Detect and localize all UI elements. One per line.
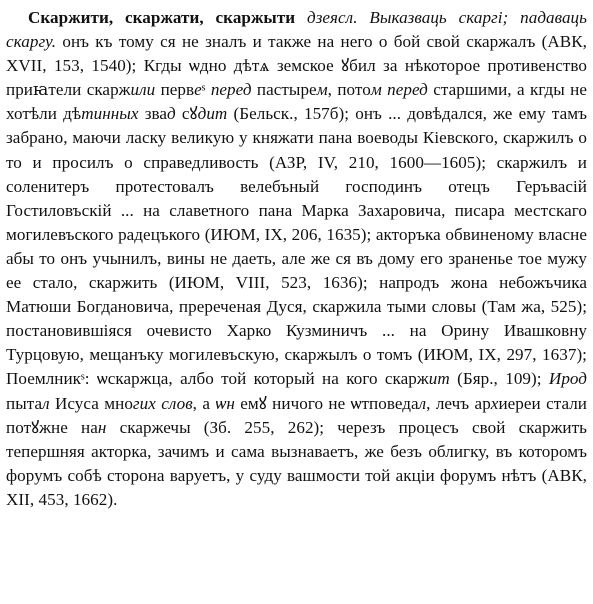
entry-text-segment: : ѡскаржца, албо той который на кого скарж	[84, 369, 429, 389]
entry-text-segment: ар	[469, 393, 491, 413]
dictionary-entry	[6, 6, 587, 512]
entry-definition: дзеясл. Выказваць скаргі; падаваць скаргу.	[6, 8, 587, 52]
entry-text-segment: , а	[192, 393, 216, 413]
entry-text-segment: ъ	[460, 393, 470, 413]
entry-text-segment: л	[418, 393, 427, 413]
entry-text-segment: ˢ	[201, 80, 211, 100]
entry-text-segment: Ирод	[548, 369, 587, 389]
entry-text-segment: (Бяр., 109);	[449, 369, 549, 389]
entry-text-segment: пыта	[6, 393, 43, 413]
entry-text-segment: м	[316, 80, 328, 100]
entry-text-segment: Исуса мно	[49, 393, 133, 413]
entry-body	[6, 32, 587, 509]
entry-text-segment: , пото	[327, 80, 371, 100]
entry-text-segment: ит	[428, 369, 450, 389]
entry-text-segment: зва	[138, 104, 168, 124]
entry-text-segment: старшими, а кгды не хотѣли дѣ	[6, 80, 587, 124]
entry-text-segment: х	[490, 393, 499, 413]
entry-text-segment: д	[167, 104, 176, 124]
entry-text-segment: перв	[155, 80, 195, 100]
entry-text-segment: иереи стали потꙋжне на	[6, 393, 588, 437]
entry-text-segment: дит	[197, 104, 228, 124]
entry-text-segment: скаржечы (Зб. 255, 262); черезъ процесъ свой скаржить тепершняя акторка, зачимъ и сама вызнаваетъ, же безъ облигку, въ которомъ форумъ собѣ сторона варуетъ, у суду вашмости той акціи форумъ нѣтъ (АВК, XII, 453, 1662).	[6, 417, 587, 509]
entry-text-segment: тинных	[81, 104, 139, 124]
entry-text-segment: гих слов	[132, 393, 193, 413]
entry-text-segment: л	[42, 393, 50, 413]
entry-text-segment: ˢ	[81, 369, 85, 389]
entry-text-segment: или	[130, 80, 156, 100]
entry-headword: Скаржити, скаржати, скаржыти	[28, 8, 296, 27]
entry-text-segment: н	[97, 417, 107, 437]
entry-text-segment: (Бельск., 157б); онъ ... довѣдался, же ему тамъ забрано, маючи ласку великую у княжати пана воеводы Кіевского, скаржилъ о то и просилъ о справедливость (АЗР, IV, 210, 1600—1605); скаржилъ и солените	[6, 104, 587, 196]
entry-text-segment: сꙋ	[175, 104, 198, 124]
entry-text-segment: , леч	[426, 393, 461, 413]
entry-text-segment: емꙋ ничого не ѡтповеда	[234, 393, 419, 413]
entry-text-segment: м перед	[370, 80, 428, 100]
entry-text-segment: пастыре	[251, 80, 317, 100]
entry-text-segment: е	[194, 80, 202, 100]
entry-text-segment: перед	[210, 80, 252, 100]
entry-text-segment: ѡн	[215, 393, 235, 413]
entry-text-segment: ръ	[71, 176, 90, 196]
entry-text-segment: онъ къ тому ся не зналъ и также на него о бой свой скаржалъ (АВК, XVII, 153, 1540); Кгды ѡдно дѣтѧ земское ꙋбил за нѣкоторое противенство приꙗтели скарж	[6, 32, 587, 100]
entry-text-segment: протестовалъ велебъный господинъ отецъ Геръвасій Гостиловъскій ... на славетного пана Марка Захаровича, писара местскаго могилевъского радецъкого (ИЮМ, IX, 206, 1635); акторъка обвиненому власне абы то онъ учынилъ, вины не даеть, але же ся въ дому его зраненье тое мужу ее стало, скаржить (ИЮМ, VIII, 523, 1636); напродъ жона небожъчика Матюши Богдановича, пререченая Дуся, скаржила тыми словы (Там жа, 525); постановившіяся очевисто Харко Кузминичъ ... на Орину Ивашковну Турцовую, мещанъку могилевъскую, скаржылъ о томъ (ИЮМ, IX, 297, 1637); Поемлник	[6, 176, 587, 389]
